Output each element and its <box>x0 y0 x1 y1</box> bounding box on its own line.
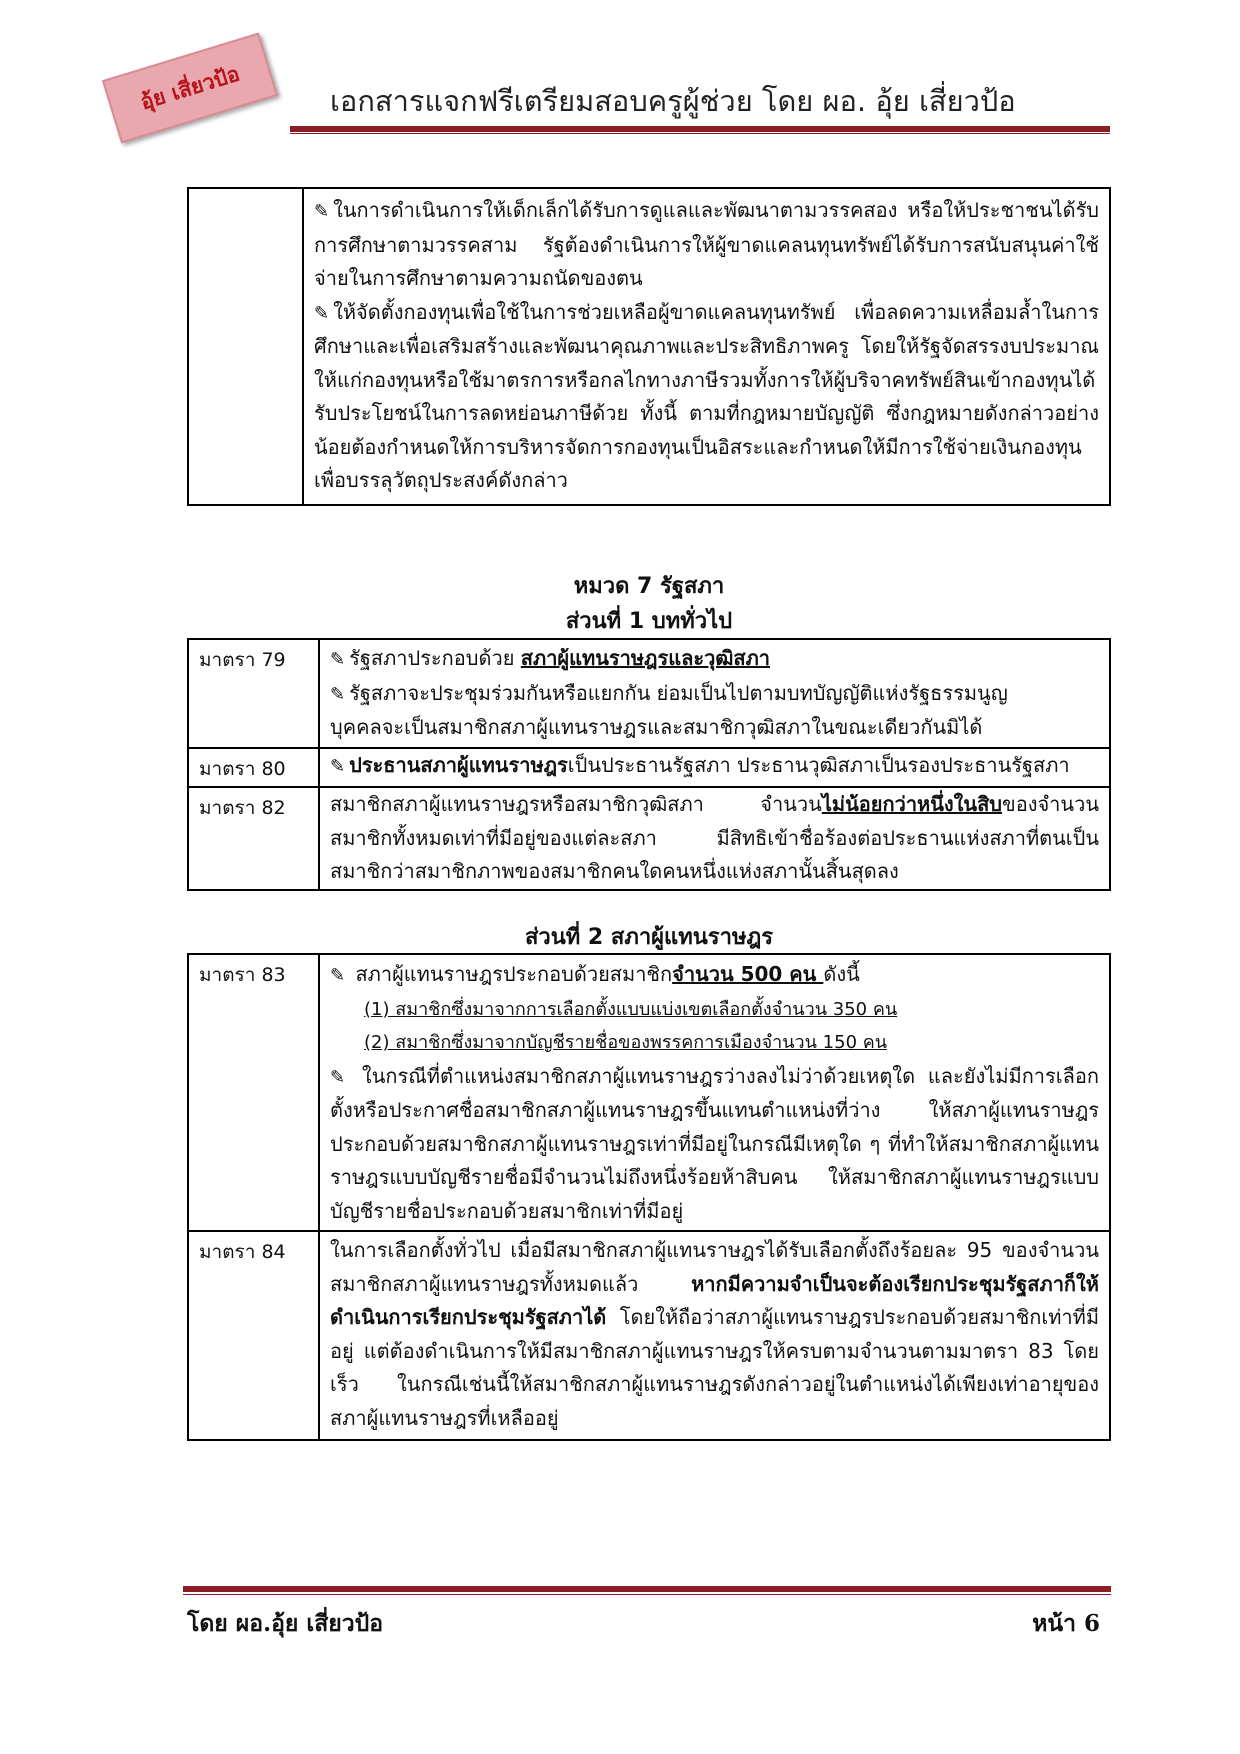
part2-title: ส่วนที่ 2 สภาผู้แทนราษฎร <box>524 925 774 950</box>
text: ของจำนวนสมาชิกทั้งหมดเท่าที่มีอยู่ของแต่ละสภา มีสิทธิเข้าชื่อร้องต่อประธานแห่งสภาที่ตนเป็นสมาชิกว่าสมาชิกภาพของสมาชิกคนใดคนหนึ่งแห่งสภานั้นสิ้นสุดลง <box>330 792 1099 883</box>
text: ดังนี้ <box>823 962 860 986</box>
footer-author: โดย ผอ.อุ้ย เสี่ยวป้อ <box>187 1610 384 1637</box>
section-label: มาตรา 84 <box>188 1231 319 1440</box>
list-item: (1) สมาชิกซึ่งมาจากการเลือกตั้งแบบแบ่งเขตเลือกตั้งจำนวน 350 คน <box>364 998 898 1020</box>
header-rule-thin <box>290 133 1110 134</box>
table-row <box>188 787 1110 890</box>
paragraph-text: ให้จัดตั้งกองทุนเพื่อใช้ในการช่วยเหลือผู้ขาดแคลนทุนทรัพย์ เพื่อลดความเหลื่อมล้ำในการศึกษาและเพื่อเสริมสร้างและพัฒนาคุณภาพและประสิทธิภาพครู โดยให้รัฐจัดสรรงบประมาณให้แก่กองทุนหรือใช้มาตรการหรือกลไกทางภาษีรวมทั้งการให้ผู้บริจาคทรัพย์สินเข้ากองทุนได้รับประโยชน์ในการลดหย่อนภาษีด้วย ทั้งนี้ ตามที่กฎหมายบัญญัติ ซึ่งกฎหมายดังกล่าวอย่างน้อยต้องกำหนดให้การบริหารจัดการกองทุนเป็นอิสระและกำหนดให้มีการใช้จ่ายเงินกองทุนเพื่อบรรลุวัตถุประสงค์ดังกล่าว <box>314 299 1099 492</box>
text: รัฐสภาประกอบด้วย <box>349 646 521 670</box>
section-label: มาตรา 82 <box>188 787 319 890</box>
table-continued <box>187 187 1111 506</box>
content-cell <box>303 188 1110 505</box>
table-row <box>188 748 1110 788</box>
table-row <box>188 954 1110 1231</box>
bold-text: สภาผู้แทนราษฎรและวุฒิสภา <box>520 646 771 670</box>
content-cell <box>319 748 1110 788</box>
content-cell <box>319 1231 1110 1440</box>
pencil-icon: ✎ <box>330 755 346 777</box>
table-row <box>188 639 1110 748</box>
stamp-logo: อุ้ย เสี่ยวป้อ <box>102 32 278 143</box>
content-cell <box>319 787 1110 890</box>
text: สมาชิกสภาผู้แทนราษฎรหรือสมาชิกวุฒิสภา จำนวน <box>330 792 822 816</box>
bold-text: จำนวน 500 คน <box>672 962 824 986</box>
chapter-title: หมวด 7 รัฐสภา <box>573 574 725 599</box>
text: ในกรณีที่ตำแหน่งสมาชิกสภาผู้แทนราษฎรว่างลงไม่ว่าด้วยเหตุใด และยังไม่มีการเลือกตั้งหรือประกาศชื่อสมาชิกสภาผู้แทนราษฎรขึ้นแทนตำแหน่งที่ว่าง ให้สภาผู้แทนราษฎรประกอบด้วยสมาชิกสภาผู้แทนราษฎรเท่าที่มีอยู่ในกรณีมีเหตุใด ๆ ที่ทำให้สมาชิกสภาผู้แทนราษฎรแบบบัญชีรายชื่อมีจำนวนไม่ถึงหนึ่งร้อยห้าสิบคน ให้สมาชิกสภาผู้แทนราษฎรแบบบัญชีรายชื่อประกอบด้วยสมาชิกเท่าที่มีอยู่ <box>330 1063 1099 1223</box>
footer-rule <box>183 1586 1111 1592</box>
section-label: มาตรา 83 <box>188 954 319 1231</box>
table-row <box>188 1231 1110 1440</box>
paragraph <box>314 296 1099 498</box>
list-item: (2) สมาชิกซึ่งมาจากบัญชีรายชื่อของพรรคการเมืองจำนวน 150 คน <box>364 1032 888 1053</box>
page-number: หน้า 6 <box>1032 1610 1100 1637</box>
bold-text: ไม่น้อยกว่าหนึ่งในสิบ <box>821 792 1003 816</box>
pencil-icon: ✎ <box>330 1066 346 1088</box>
pencil-icon: ✎ <box>330 649 346 670</box>
page-header-title: เอกสารแจกฟรีเตรียมสอบครูผู้ช่วย โดย ผอ. อุ้ย เสี่ยวป้อ <box>330 84 1016 118</box>
table-part1 <box>187 638 1111 891</box>
paragraph-text: ในการดำเนินการให้เด็กเล็กได้รับการดูแลและพัฒนาตามวรรคสอง หรือให้ประชาชนได้รับการศึกษาตามวรรคสาม รัฐต้องดำเนินการให้ผู้ขาดแคลนทุนทรัพย์ได้รับการสนับสนุนค่าใช้จ่ายในการศึกษาตามความถนัดของตน <box>314 198 1099 290</box>
pencil-icon: ✎ <box>314 302 330 324</box>
text: โดยให้ถือว่าสภาผู้แทนราษฎรประกอบด้วยสมาชิกเท่าที่มีอยู่ แต่ต้องดำเนินการให้มีสมาชิกสภาผู้แทนราษฎรให้ครบตามจำนวนตามมาตรา 83 โดยเร็ว ในกรณีเช่นนี้ให้สมาชิกสภาผู้แทนราษฎรดังกล่าวอยู่ในตำแหน่งได้เพียงเท่าอายุของสภาผู้แทนราษฎรที่เหลืออยู่ <box>330 1305 1099 1430</box>
part1-title: ส่วนที่ 1 บททั่วไป <box>565 609 733 634</box>
pencil-icon: ✎ <box>330 683 346 705</box>
bold-text: หากมีความจำเป็นจะต้องเรียกประชุมรัฐสภาก็ให้ดำเนินการเรียกประชุมรัฐสภาได้ <box>330 1271 1099 1329</box>
content-cell <box>319 954 1110 1231</box>
header-rule <box>290 126 1110 132</box>
table-row <box>188 188 1110 505</box>
text: เป็นประธานรัฐสภา ประธานวุฒิสภาเป็นรองประธานรัฐสภา <box>567 752 1070 777</box>
content-cell <box>319 639 1110 748</box>
bold-text: ประธานสภาผู้แทนราษฎร <box>349 752 568 777</box>
text: รัฐสภาจะประชุมร่วมกันหรือแยกกัน ย่อมเป็นไปตามบทบัญญัติแห่งรัฐธรรมนูญ <box>349 680 1008 705</box>
text: สภาผู้แทนราษฎรประกอบด้วยสมาชิก <box>349 962 673 986</box>
text: บุคคลจะเป็นสมาชิกสภาผู้แทนราษฎรและสมาชิกวุฒิสภาในขณะเดียวกันมิได้ <box>330 715 983 739</box>
label-cell <box>188 188 303 505</box>
text: ในการเลือกตั้งทั่วไป เมื่อมีสมาชิกสภาผู้แทนราษฎรได้รับเลือกตั้งถึงร้อยละ 95 ของจำนวนสมาชิกสภาผู้แทนราษฎรทั้งหมดแล้ว <box>330 1238 1099 1296</box>
paragraph <box>314 194 1099 296</box>
section-label: มาตรา 80 <box>188 748 319 788</box>
table-part2 <box>187 953 1111 1441</box>
pencil-icon: ✎ <box>330 965 346 986</box>
pencil-icon: ✎ <box>314 201 330 222</box>
section-label: มาตรา 79 <box>188 639 319 748</box>
footer-rule-thin <box>183 1594 1111 1595</box>
